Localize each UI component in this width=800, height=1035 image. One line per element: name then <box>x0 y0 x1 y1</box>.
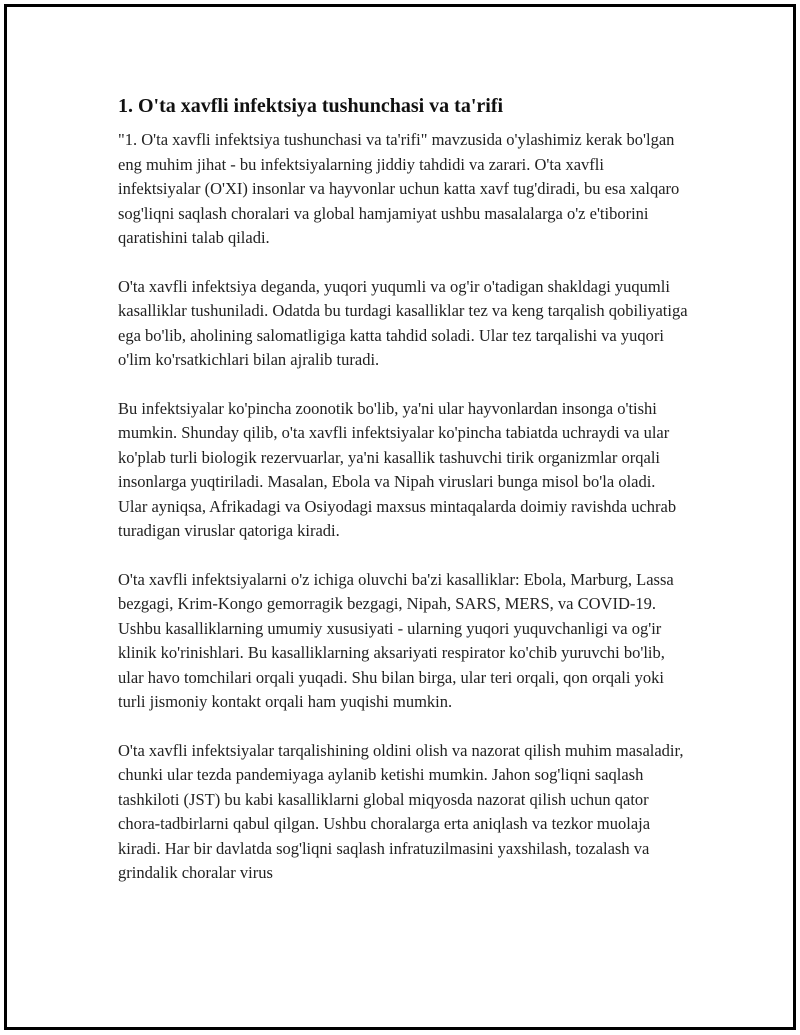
document-body <box>118 92 688 910</box>
paragraph-5: O'ta xavfli infektsiyalar tarqalishining oldini olish va nazorat qilish muhim masaladir, chunki ular tezda pandemiyaga aylanib ketishi mumkin. Jahon sog'liqni saqlash tashkiloti (JST) bu kabi kasalliklarni global miqyosda nazorat qilish uchun qator chora-tadbirlarni qabul qilgan. Ushbu choralarga erta aniqlash va tezkor muolaja kiradi. Har bir davlatda sog'liqni saqlash infratuzilmasini yaxshilash, tozalash va grindalik choralar virus <box>118 740 684 882</box>
document-title: 1. O'ta xavfli infektsiya tushunchasi va ta'rifi <box>118 95 504 117</box>
paragraph-3: Bu infektsiyalar ko'pincha zoonotik bo'lib, ya'ni ular hayvonlardan insonga o'tishi mumkin. Shunday qilib, o'ta xavfli infektsiyalar ko'pincha tabiatda uchraydi va ular ko'plab turli biologik rezervuarlar, ya'ni kasallik tashuvchi tirik organizmlar orqali insonlarga yuqtiriladi. Masalan, Ebola va Nipah viruslari bunga misol bo'la oladi. Ular ayniqsa, Afrikadagi va Osiyodagi maxsus mintaqalarda doimiy ravishda uchrab turadigan viruslar qatoriga kiradi. <box>118 398 677 540</box>
paragraph-4: O'ta xavfli infektsiyalarni o'z ichiga oluvchi ba'zi kasalliklar: Ebola, Marburg, Lassa bezgagi, Krim-Kongo gemorragik bezgagi, Nipah, SARS, MERS, va COVID-19. Ushbu kasalliklarning umumiy xususiyati - ularning yuqori yuquvchanligi va og'ir klinik ko'rinishlari. Bu kasalliklarning aksariyati respirator ko'chib yuruvchi bo'lib, ular havo tomchilari orqali yuqadi. Shu bilan birga, ular teri orqali, qon orqali yoki turli jismoniy kontakt orqali ham yuqishi mumkin. <box>118 569 674 711</box>
paragraph-2: O'ta xavfli infektsiya deganda, yuqori yuqumli va og'ir o'tadigan shakldagi yuqumli kasalliklar tushuniladi. Odatda bu turdagi kasalliklar tez va keng tarqalish qobiliyatiga ega bo'lib, aholining salomatligiga katta tahdid soladi. Ular tez tarqalishi va yuqori o'lim ko'rsatkichlari bilan ajralib turadi. <box>118 276 688 369</box>
paragraph-1: "1. O'ta xavfli infektsiya tushunchasi va ta'rifi" mavzusida o'ylashimiz kerak bo'lgan eng muhim jihat - bu infektsiyalarning jiddiy tahdidi va zarari. O'ta xavfli infektsiyalar (O'XI) insonlar va hayvonlar uchun katta xavf tug'diradi, bu esa xalqaro sog'liqni saqlash choralari va global hamjamiyat ushbu masalalarga o'z e'tiborini qaratishini talab qiladi. <box>118 130 680 247</box>
